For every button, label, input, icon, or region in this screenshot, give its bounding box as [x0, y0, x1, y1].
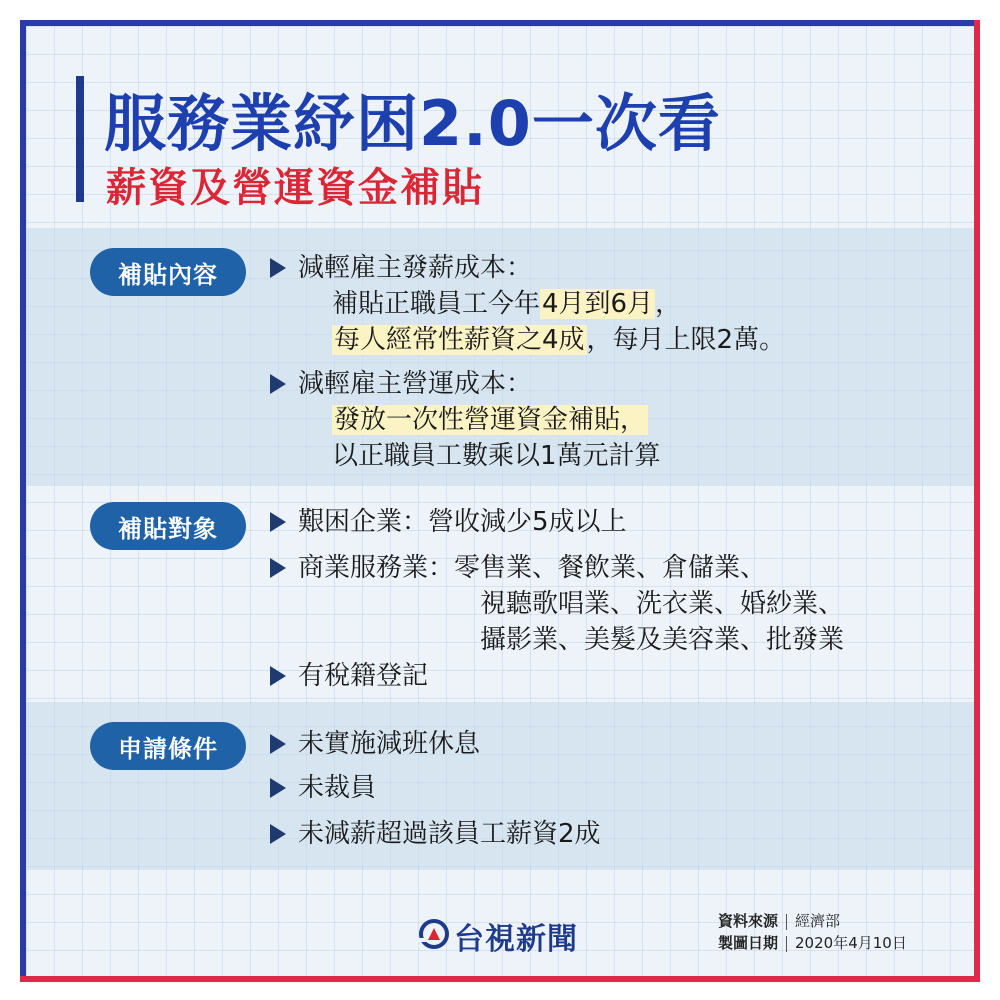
content-item1-line2-text: ，每月上限2萬。: [586, 325, 786, 355]
target-item2-line2: 視聽歌唱業、洗衣業、婚紗業、: [480, 589, 845, 619]
frame-right-border: [974, 20, 980, 982]
target-item2-line3: 攝影業、美髮及美容業、批發業: [480, 625, 845, 655]
source-info: [718, 910, 840, 931]
separator: [786, 936, 787, 952]
title-accent-bar: [76, 76, 84, 202]
target-item3: 有稅籍登記: [298, 661, 429, 691]
content-item2-heading: 減輕雇主營運成本：: [298, 369, 533, 399]
content-item1-heading: 減輕雇主發薪成本：: [298, 253, 533, 283]
bullet-arrow-icon: [270, 666, 286, 686]
content-item1-line2: [332, 324, 785, 356]
content-item1-line1-text: 補貼正職員工今年: [332, 289, 541, 319]
condition-item3: 未減薪超過該員工薪資2成: [298, 819, 601, 849]
date-info: [718, 932, 907, 953]
frame-bottom-border: [20, 976, 980, 982]
target-item2-line1: 商業服務業：零售業、餐飲業、倉儲業、: [298, 553, 767, 583]
logo-text: 台視新聞: [454, 922, 578, 957]
section-label-conditions: 申請條件: [90, 722, 246, 770]
content-item2-line1: [332, 404, 648, 436]
highlight-months: 4月到6月: [542, 289, 654, 319]
condition-item2: 未裁員: [298, 773, 377, 803]
date-label: 製圖日期: [718, 934, 779, 952]
source-value: 經濟部: [795, 912, 841, 930]
highlight-salary-ratio: 每人經常性薪資之4成: [334, 325, 585, 355]
bullet-arrow-icon: [270, 778, 286, 798]
page-subtitle: 薪資及營運資金補貼: [106, 165, 484, 211]
section-label-target: 補貼對象: [90, 502, 246, 550]
content-item1-line1-punct: ，: [655, 289, 682, 319]
bullet-arrow-icon: [270, 512, 286, 532]
infographic-card: [26, 26, 974, 976]
target-item1: 艱困企業：營收減少5成以上: [298, 507, 627, 537]
bullet-arrow-icon: [270, 258, 286, 278]
condition-item1: 未實施減班休息: [298, 729, 481, 759]
ttv-news-logo: [418, 914, 598, 958]
section-label-content: 補貼內容: [90, 248, 246, 296]
page-title: 服務業紓困2.0一次看: [104, 87, 721, 160]
source-label: 資料來源: [718, 912, 779, 930]
bullet-arrow-icon: [270, 734, 286, 754]
ttv-logo-icon: [418, 918, 450, 950]
date-value: 2020年4月10日: [795, 934, 907, 952]
bullet-arrow-icon: [270, 824, 286, 844]
content-item2-line2: 以正職員工數乘以1萬元計算: [332, 441, 661, 471]
separator: [786, 914, 787, 930]
bullet-arrow-icon: [270, 374, 286, 394]
highlight-one-time-subsidy: 發放一次性營運資金補貼，: [334, 405, 647, 435]
bullet-arrow-icon: [270, 558, 286, 578]
content-item1-line1: [332, 288, 681, 320]
